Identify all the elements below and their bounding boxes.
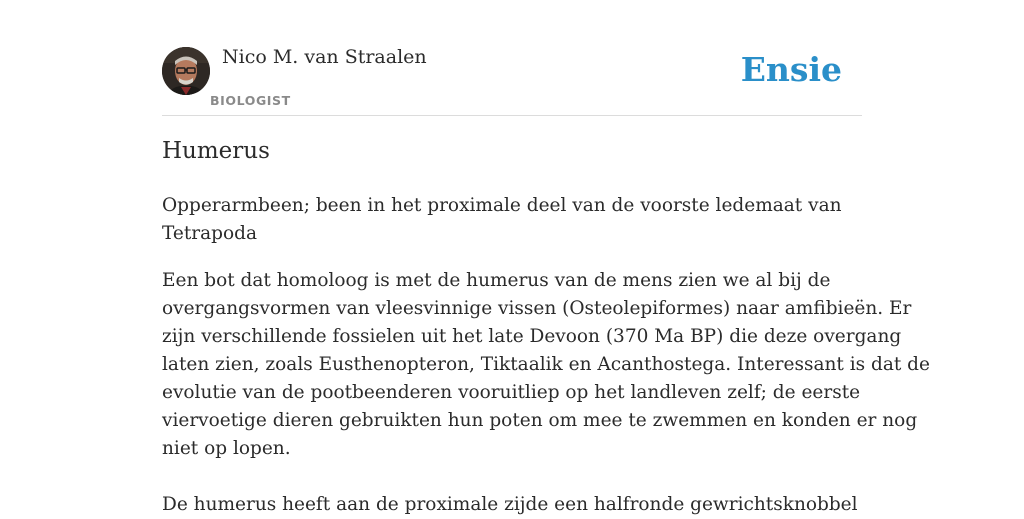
body-line: niet op lopen. <box>162 438 291 459</box>
body-line: De humerus heeft aan de proximale zijde een halfronde gewrichtsknobbel <box>162 494 858 515</box>
definition-line: Tetrapoda <box>162 223 258 244</box>
article-definition <box>162 192 852 248</box>
definition-line: Opperarmbeen; been in het proximale deel van de voorste ledemaat van <box>162 195 842 216</box>
body-line: evolutie van de pootbeenderen vooruitliep op het landleven zelf; de eerste <box>162 382 861 403</box>
author-avatar[interactable] <box>162 47 210 95</box>
body-line: laten zien, zoals Eusthenopteron, Tiktaalik en Acanthostega. Interessant is dat de <box>162 354 930 375</box>
body-line: Een bot dat homoloog is met de humerus van de mens zien we al bij de <box>162 270 831 291</box>
brand-logo[interactable]: Ensie <box>740 50 842 89</box>
author-header <box>162 40 862 116</box>
body-line: overgangsvormen van vleesvinnige vissen (Osteolepiformes) naar amfibieën. Er <box>162 298 912 319</box>
paragraph-gap <box>162 463 872 491</box>
article-body <box>162 267 930 519</box>
body-line: zijn verschillende fossielen uit het late Devoon (370 Ma BP) die deze overgang <box>162 326 902 347</box>
author-portrait-icon <box>162 47 210 95</box>
body-line: viervoetige dieren gebruikten hun poten om mee te zwemmen en konden er nog <box>162 410 918 431</box>
author-role: BIOLOGIST <box>210 93 291 108</box>
author-name[interactable]: Nico M. van Straalen <box>222 46 427 68</box>
article-title: Humerus <box>162 138 270 164</box>
